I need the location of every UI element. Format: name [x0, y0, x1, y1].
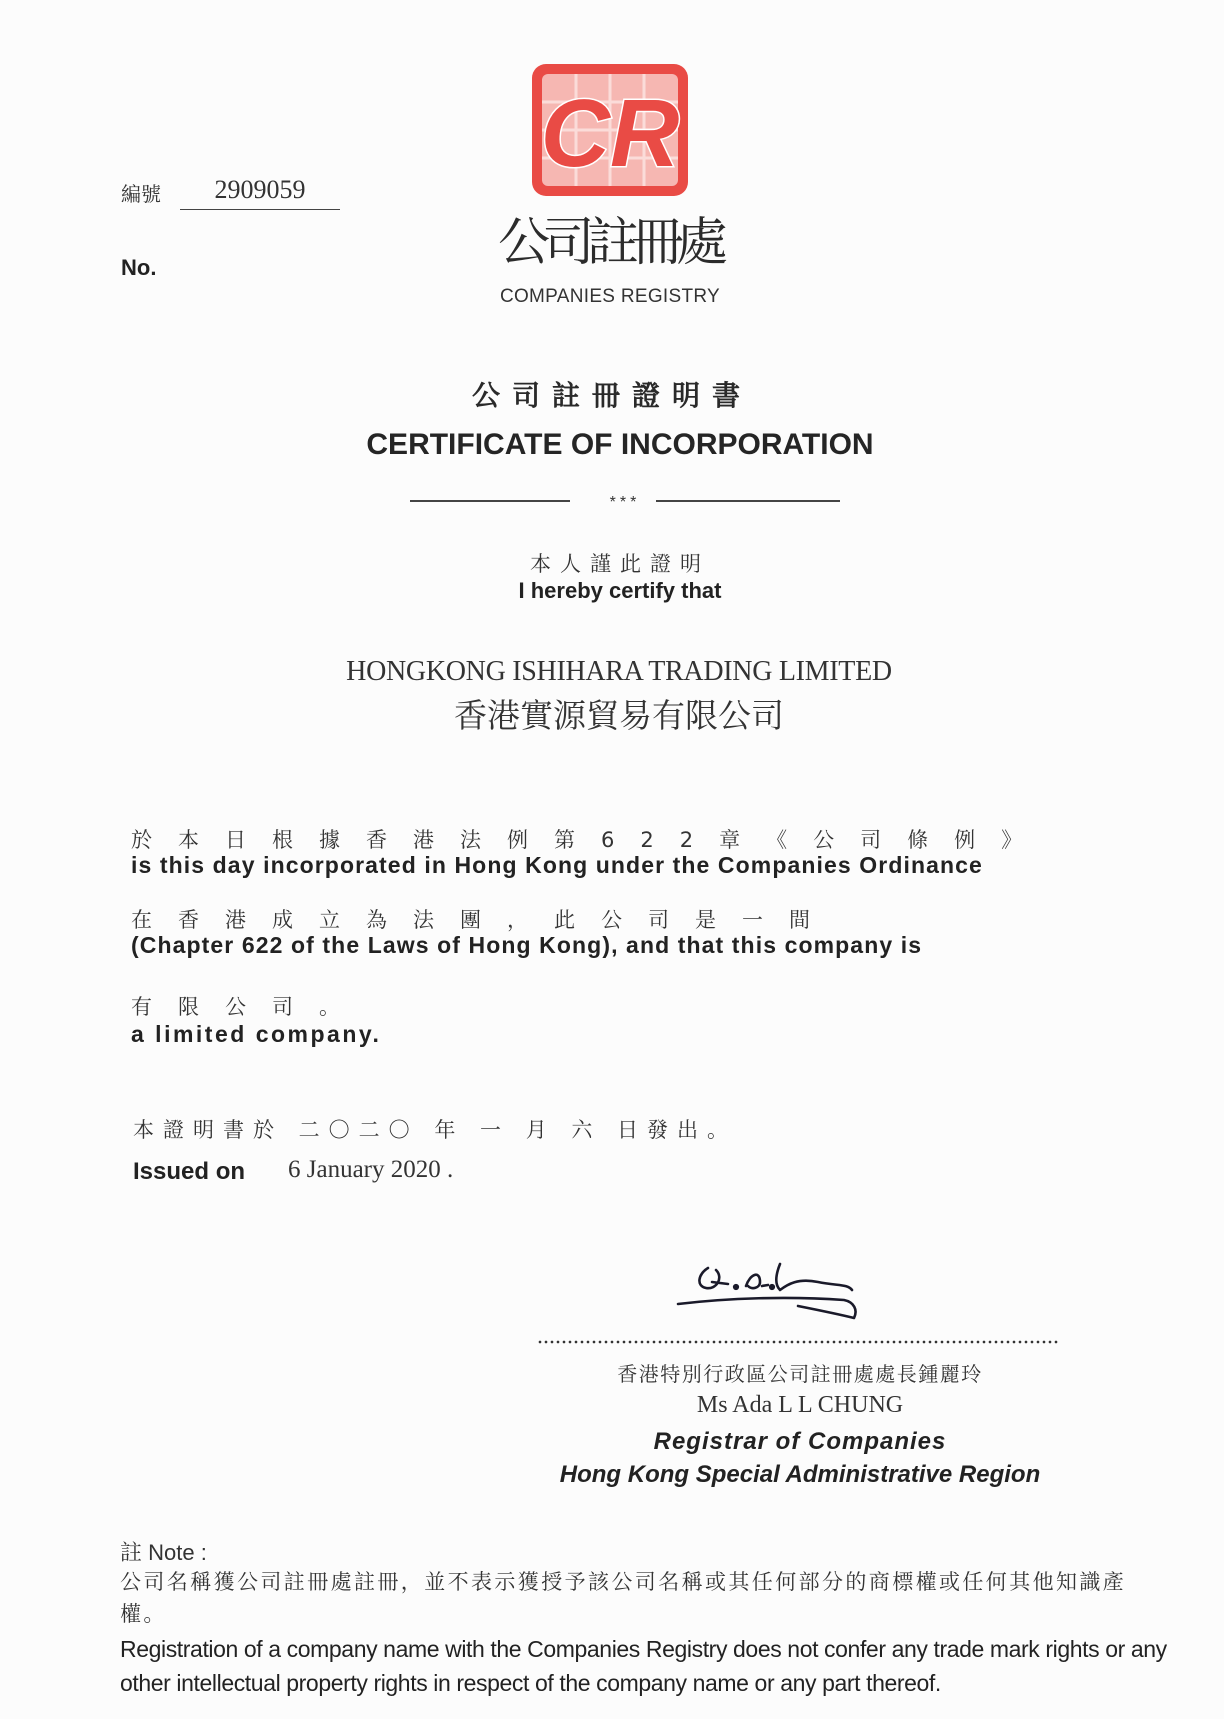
- companies-registry-logo: [530, 62, 690, 198]
- body-line1-chinese: 於本日根據香港法例第622章《公司條例》: [131, 828, 1049, 852]
- registrar-title: Registrar of Companies: [653, 1428, 947, 1455]
- note-english: Registration of a company name with the Companies Registry does not confer any trade mark rights or any other intellectual property rights in respect of the company name or any part thereof.: [120, 1636, 1167, 1696]
- issued-label: Issued on: [133, 1158, 246, 1185]
- note-label: 註 Note :: [120, 1540, 207, 1565]
- company-name-english: HONGKONG ISHIHARA TRADING LIMITED: [346, 656, 892, 687]
- body-line3-english: a limited company.: [131, 1021, 382, 1047]
- registrar-signature: [668, 1260, 878, 1330]
- note-chinese: 公司名稱獲公司註冊處註冊，並不表示獲授予該公司名稱或其任何部分的商標權或任何其他知識產權。: [120, 1570, 1127, 1626]
- certify-english: I hereby certify that: [518, 578, 722, 603]
- logo-english-name: COMPANIES REGISTRY: [499, 286, 721, 307]
- divider-stars: ***: [609, 494, 641, 511]
- registrar-region: Hong Kong Special Administrative Region: [559, 1461, 1041, 1488]
- body-line2-chinese: 在香港成立為法團，此公司是一間: [131, 908, 836, 932]
- divider-line-right: [656, 500, 840, 502]
- signature-dotted-line: [537, 1340, 1059, 1344]
- logo-mark-text: CR: [540, 80, 680, 187]
- body-line3-chinese: 有限公司。: [131, 995, 366, 1019]
- body-line1-english: is this day incorporated in Hong Kong under the Companies Ordinance: [131, 852, 983, 878]
- registration-number: 2909059: [180, 175, 340, 210]
- issued-date: 6 January 2020 .: [288, 1156, 454, 1183]
- title-english: CERTIFICATE OF INCORPORATION: [366, 428, 874, 461]
- body-line2-english: (Chapter 622 of the Laws of Hong Kong), and that this company is: [131, 932, 923, 958]
- company-name-chinese: 香港實源貿易有限公司: [454, 696, 784, 735]
- title-chinese: 公司註冊證明書: [471, 379, 752, 412]
- logo-chinese-name: [488, 208, 738, 270]
- title-divider: [410, 494, 840, 510]
- registrar-name-chinese: 香港特別行政區公司註冊處處長鍾麗玲: [617, 1362, 983, 1386]
- number-label-zh: 編號: [121, 182, 161, 206]
- registrar-name-english: Ms Ada L L CHUNG: [696, 1392, 904, 1418]
- certify-chinese: 本人謹此證明: [530, 552, 710, 576]
- issued-chinese: 本證明書於 二〇二〇 年 一 月 六 日發出。: [133, 1118, 738, 1142]
- logo-chinese-text: 公司註冊處: [498, 213, 728, 270]
- number-label-en: No.: [121, 255, 157, 280]
